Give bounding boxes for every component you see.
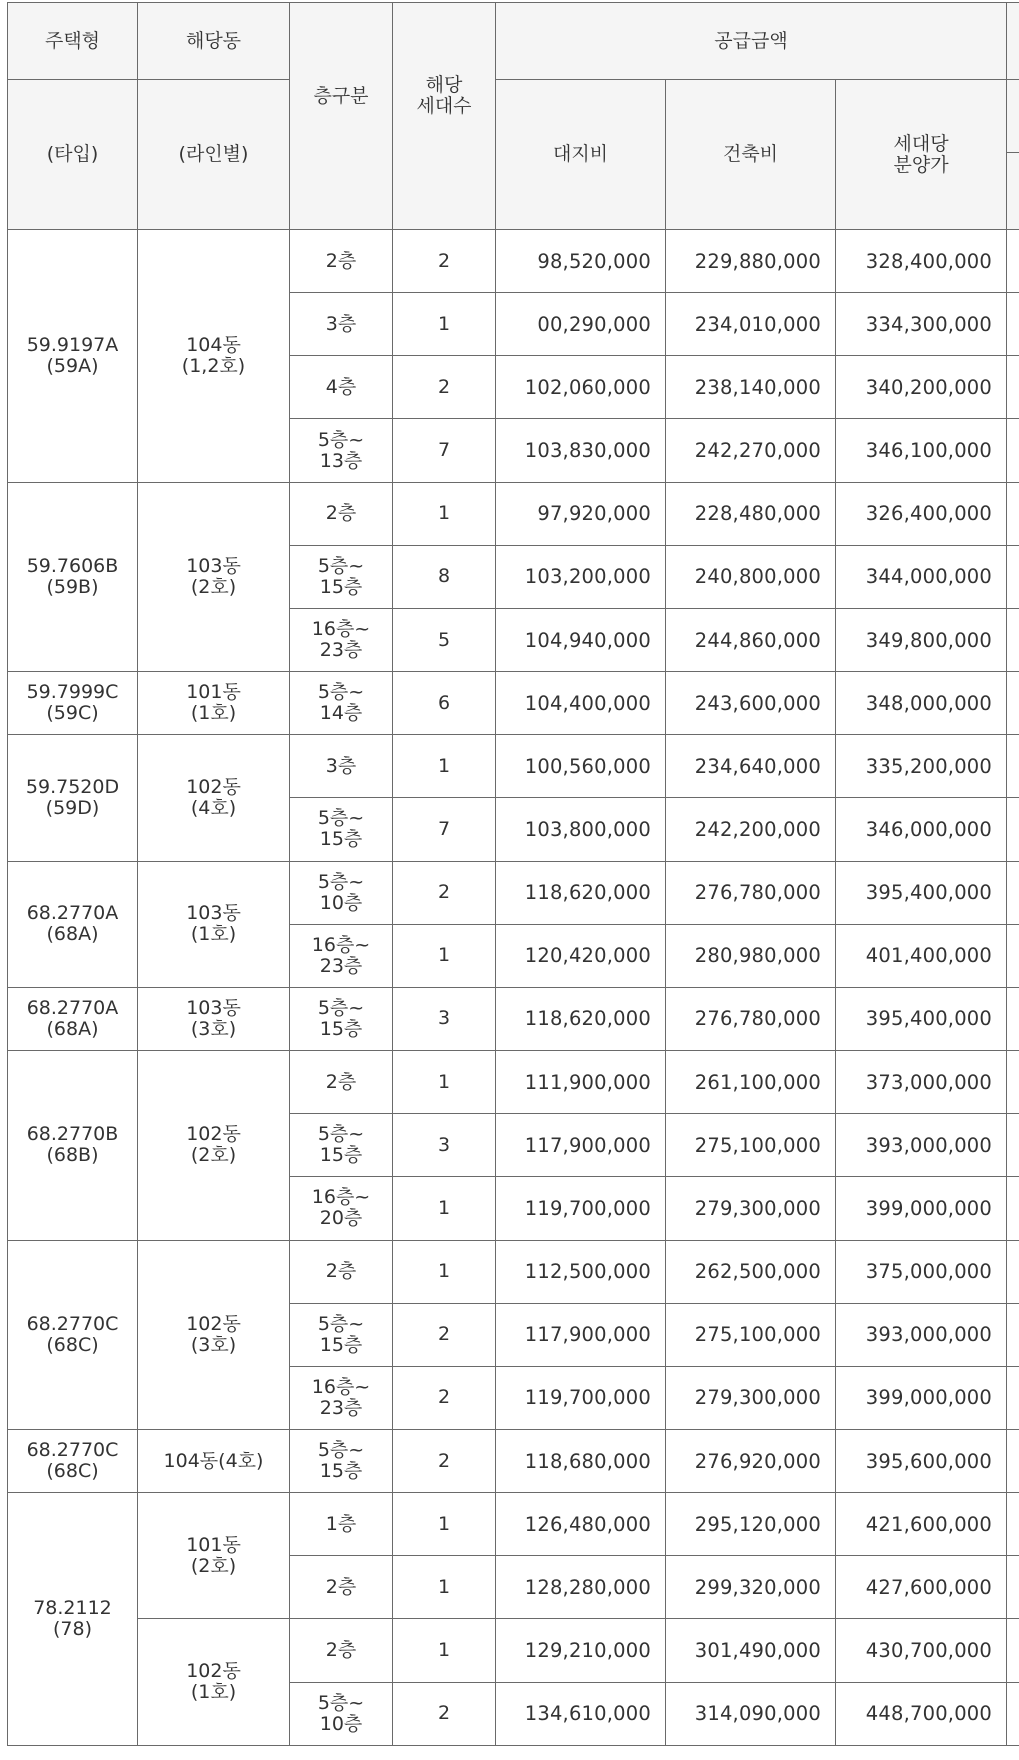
dong-line: (1호): [190, 923, 237, 946]
land-price-cell: 126,480,000: [496, 1493, 666, 1556]
extra-cell: [1007, 1682, 1019, 1745]
housing-type-line: 59.7606B: [26, 554, 119, 577]
land-price-cell: 117,900,000: [496, 1114, 666, 1177]
extra-cell: [1007, 482, 1019, 545]
land-price-cell: 118,680,000: [496, 1429, 666, 1492]
land-price-cell: 117,900,000: [496, 1303, 666, 1366]
header-dong-sub: (라인별): [138, 80, 290, 230]
units-cell: 8: [393, 545, 496, 608]
building-price-cell: 242,200,000: [666, 798, 836, 861]
extra-cell: [1007, 293, 1019, 356]
housing-type-cell: [8, 987, 138, 1050]
total-price-cell: 399,000,000: [836, 1366, 1007, 1429]
total-price-cell: 349,800,000: [836, 608, 1007, 671]
units-cell: 1: [393, 924, 496, 987]
total-price-cell: 348,000,000: [836, 672, 1007, 735]
floor-cell: [290, 230, 393, 293]
floor-cell: [290, 861, 393, 924]
floor-line: 3층: [325, 754, 357, 777]
floor-cell: [290, 356, 393, 419]
floor-line: 5층~: [317, 681, 365, 704]
dong-line: 103동: [186, 902, 241, 925]
floor-line: 15층: [319, 575, 363, 598]
housing-type-cell: [8, 1240, 138, 1429]
land-price-cell: 98,520,000: [496, 230, 666, 293]
dong-cell: [138, 1240, 290, 1429]
floor-line: 16층~: [311, 1375, 371, 1398]
land-price-cell: 104,400,000: [496, 672, 666, 735]
building-price-cell: 301,490,000: [666, 1619, 836, 1682]
total-price-cell: 346,100,000: [836, 419, 1007, 482]
floor-cell: [290, 672, 393, 735]
floor-line: 15층: [319, 828, 363, 851]
floor-line: 5층~: [317, 428, 365, 451]
total-price-cell: 421,600,000: [836, 1493, 1007, 1556]
floor-line: 16층~: [311, 618, 371, 641]
supply-price-table: [7, 2, 1019, 1746]
header-type: 주택형: [8, 3, 138, 80]
housing-type-cell: [8, 672, 138, 735]
floor-cell: [290, 1240, 393, 1303]
floor-line: 4층: [325, 375, 357, 398]
units-cell: 2: [393, 356, 496, 419]
building-price-cell: 228,480,000: [666, 482, 836, 545]
land-price-cell: 128,280,000: [496, 1556, 666, 1619]
header-units-line2: 세대수: [416, 95, 472, 117]
floor-cell: [290, 1051, 393, 1114]
floor-line: 5층~: [317, 807, 365, 830]
units-cell: 1: [393, 293, 496, 356]
housing-type-line: (59D): [45, 796, 100, 819]
floor-line: 5층~: [317, 996, 365, 1019]
land-price-cell: 102,060,000: [496, 356, 666, 419]
building-price-cell: 276,780,000: [666, 987, 836, 1050]
extra-cell: [1007, 419, 1019, 482]
floor-cell: [290, 419, 393, 482]
housing-type-line: 78.2112: [33, 1597, 112, 1620]
dong-line: 102동: [186, 1312, 241, 1335]
housing-type-line: 68.2770A: [26, 902, 119, 925]
dong-cell: [138, 1493, 290, 1619]
dong-line: 104동: [186, 333, 241, 356]
land-price-cell: 112,500,000: [496, 1240, 666, 1303]
land-price-cell: 134,610,000: [496, 1682, 666, 1745]
housing-type-cell: [8, 1429, 138, 1492]
housing-type-cell: [8, 230, 138, 483]
extra-cell: [1007, 545, 1019, 608]
building-price-cell: 243,600,000: [666, 672, 836, 735]
housing-type-line: 68.2770C: [26, 1312, 119, 1335]
housing-type-line: 68.2770A: [26, 996, 119, 1019]
floor-line: 23층: [319, 1396, 363, 1419]
dong-line: 104동(4호): [163, 1449, 264, 1472]
floor-cell: [290, 924, 393, 987]
table-row: [8, 861, 1019, 924]
floor-line: 23층: [319, 954, 363, 977]
floor-line: 3층: [325, 312, 357, 335]
header-building: 건축비: [666, 80, 836, 230]
land-price-cell: 129,210,000: [496, 1619, 666, 1682]
header-total: [836, 80, 1007, 230]
housing-type-line: (59C): [46, 702, 99, 725]
units-cell: 2: [393, 1682, 496, 1745]
housing-type-line: (59A): [46, 354, 99, 377]
units-cell: 1: [393, 1051, 496, 1114]
header-extra-sub: [1007, 80, 1019, 230]
total-price-cell: 395,400,000: [836, 987, 1007, 1050]
table-header: [8, 3, 1019, 230]
building-price-cell: 299,320,000: [666, 1556, 836, 1619]
dong-line: (1호): [190, 702, 237, 725]
units-cell: 7: [393, 798, 496, 861]
dong-cell: [138, 672, 290, 735]
building-price-cell: 280,980,000: [666, 924, 836, 987]
land-price-cell: 103,830,000: [496, 419, 666, 482]
extra-cell: [1007, 356, 1019, 419]
table-row: [8, 1493, 1019, 1556]
extra-cell: [1007, 987, 1019, 1050]
header-dong: 해당동: [138, 3, 290, 80]
dong-line: 102동: [186, 775, 241, 798]
dong-line: 102동: [186, 1660, 241, 1683]
floor-line: 13층: [319, 449, 363, 472]
units-cell: 1: [393, 1240, 496, 1303]
floor-line: 5층~: [317, 1312, 365, 1335]
units-cell: 2: [393, 230, 496, 293]
units-cell: 1: [393, 735, 496, 798]
units-cell: 2: [393, 1429, 496, 1492]
floor-line: 16층~: [311, 933, 371, 956]
extra-cell: [1007, 608, 1019, 671]
price-table-container: [7, 2, 1019, 1746]
dong-cell: [138, 861, 290, 987]
table-row: [8, 482, 1019, 545]
units-cell: 2: [393, 1366, 496, 1429]
building-price-cell: 229,880,000: [666, 230, 836, 293]
units-cell: 1: [393, 1556, 496, 1619]
header-supply: 공급금액: [496, 3, 1007, 80]
total-price-cell: 430,700,000: [836, 1619, 1007, 1682]
extra-cell: [1007, 1240, 1019, 1303]
total-price-cell: 393,000,000: [836, 1303, 1007, 1366]
floor-line: 5층~: [317, 554, 365, 577]
floor-cell: [290, 735, 393, 798]
dong-line: 101동: [186, 681, 241, 704]
land-price-cell: 103,800,000: [496, 798, 666, 861]
floor-line: 16층~: [311, 1186, 371, 1209]
floor-cell: [290, 1619, 393, 1682]
dong-line: 101동: [186, 1533, 241, 1556]
dong-line: (1,2호): [181, 354, 246, 377]
building-price-cell: 279,300,000: [666, 1177, 836, 1240]
total-price-cell: 344,000,000: [836, 545, 1007, 608]
total-price-cell: 334,300,000: [836, 293, 1007, 356]
total-price-cell: 395,400,000: [836, 861, 1007, 924]
building-price-cell: 275,100,000: [666, 1303, 836, 1366]
header-total-line2: 분양가: [893, 153, 949, 176]
dong-cell: [138, 735, 290, 861]
floor-cell: [290, 1177, 393, 1240]
building-price-cell: 295,120,000: [666, 1493, 836, 1556]
building-price-cell: 276,920,000: [666, 1429, 836, 1492]
floor-cell: [290, 482, 393, 545]
building-price-cell: 244,860,000: [666, 608, 836, 671]
housing-type-cell: [8, 861, 138, 987]
dong-line: (2호): [190, 1554, 237, 1577]
building-price-cell: 262,500,000: [666, 1240, 836, 1303]
floor-cell: [290, 1303, 393, 1366]
land-price-cell: 119,700,000: [496, 1177, 666, 1240]
floor-line: 10층: [319, 1712, 363, 1735]
housing-type-cell: [8, 1051, 138, 1240]
dong-line: 103동: [186, 996, 241, 1019]
header-units: [393, 3, 496, 230]
total-price-cell: 395,600,000: [836, 1429, 1007, 1492]
floor-line: 15층: [319, 1144, 363, 1167]
total-price-cell: 427,600,000: [836, 1556, 1007, 1619]
total-price-cell: 448,700,000: [836, 1682, 1007, 1745]
floor-cell: [290, 545, 393, 608]
floor-cell: [290, 1493, 393, 1556]
floor-cell: [290, 293, 393, 356]
land-price-cell: 00,290,000: [496, 293, 666, 356]
floor-line: 5층~: [317, 1123, 365, 1146]
housing-type-line: (68C): [46, 1460, 99, 1483]
units-cell: 1: [393, 1493, 496, 1556]
land-price-cell: 97,920,000: [496, 482, 666, 545]
floor-line: 2층: [325, 1575, 357, 1598]
dong-line: (3호): [190, 1333, 237, 1356]
floor-cell: [290, 987, 393, 1050]
building-price-cell: 314,090,000: [666, 1682, 836, 1745]
header-total-line1: 세대당: [893, 132, 949, 155]
housing-type-cell: [8, 1493, 138, 1746]
table-row: [8, 230, 1019, 293]
land-price-cell: 111,900,000: [496, 1051, 666, 1114]
floor-line: 5층~: [317, 870, 365, 893]
dong-line: 103동: [186, 554, 241, 577]
land-price-cell: 118,620,000: [496, 987, 666, 1050]
land-price-cell: 120,420,000: [496, 924, 666, 987]
table-row: [8, 1240, 1019, 1303]
extra-cell: [1007, 1556, 1019, 1619]
total-price-cell: 373,000,000: [836, 1051, 1007, 1114]
floor-line: 5층~: [317, 1439, 365, 1462]
housing-type-line: (68A): [46, 1017, 99, 1040]
floor-cell: [290, 798, 393, 861]
table-body: [8, 230, 1019, 1746]
extra-cell: [1007, 1493, 1019, 1556]
extra-cell: [1007, 1366, 1019, 1429]
housing-type-cell: [8, 735, 138, 861]
housing-type-line: 68.2770B: [26, 1123, 119, 1146]
floor-line: 10층: [319, 891, 363, 914]
total-price-cell: 393,000,000: [836, 1114, 1007, 1177]
floor-line: 20층: [319, 1207, 363, 1230]
building-price-cell: 261,100,000: [666, 1051, 836, 1114]
units-cell: 3: [393, 987, 496, 1050]
extra-cell: [1007, 1051, 1019, 1114]
dong-cell: [138, 987, 290, 1050]
header-type-sub: (타입): [8, 80, 138, 230]
floor-line: 2층: [325, 502, 357, 525]
floor-cell: [290, 1366, 393, 1429]
housing-type-line: (78): [52, 1618, 92, 1641]
dong-line: (4호): [190, 796, 237, 819]
building-price-cell: 234,640,000: [666, 735, 836, 798]
total-price-cell: 399,000,000: [836, 1177, 1007, 1240]
extra-cell: [1007, 1619, 1019, 1682]
land-price-cell: 118,620,000: [496, 861, 666, 924]
header-extra-cell: [1007, 3, 1019, 80]
floor-line: 23층: [319, 639, 363, 662]
building-price-cell: 240,800,000: [666, 545, 836, 608]
total-price-cell: 375,000,000: [836, 1240, 1007, 1303]
housing-type-line: (68A): [46, 923, 99, 946]
units-cell: 1: [393, 1177, 496, 1240]
dong-cell: [138, 1051, 290, 1240]
housing-type-cell: [8, 482, 138, 671]
extra-cell: [1007, 230, 1019, 293]
housing-type-line: (68C): [46, 1333, 99, 1356]
dong-cell: [138, 1429, 290, 1492]
extra-cell: [1007, 798, 1019, 861]
units-cell: 2: [393, 1303, 496, 1366]
dong-cell: [138, 1619, 290, 1746]
floor-cell: [290, 608, 393, 671]
total-price-cell: 335,200,000: [836, 735, 1007, 798]
building-price-cell: 276,780,000: [666, 861, 836, 924]
floor-line: 2층: [325, 1639, 357, 1662]
dong-line: (3호): [190, 1017, 237, 1040]
floor-cell: [290, 1556, 393, 1619]
table-row: [8, 1429, 1019, 1492]
table-row: [8, 735, 1019, 798]
extra-cell: [1007, 1429, 1019, 1492]
dong-line: (2호): [190, 575, 237, 598]
units-cell: 6: [393, 672, 496, 735]
floor-cell: [290, 1114, 393, 1177]
header-floor: 층구분: [290, 3, 393, 230]
housing-type-line: 59.7999C: [26, 681, 119, 704]
housing-type-line: (68B): [46, 1144, 99, 1167]
dong-line: (2호): [190, 1144, 237, 1167]
header-land: 대지비: [496, 80, 666, 230]
table-row: [8, 672, 1019, 735]
table-row: [8, 987, 1019, 1050]
units-cell: 1: [393, 1619, 496, 1682]
housing-type-line: 59.9197A: [26, 333, 119, 356]
floor-line: 15층: [319, 1333, 363, 1356]
total-price-cell: 346,000,000: [836, 798, 1007, 861]
building-price-cell: 238,140,000: [666, 356, 836, 419]
extra-cell: [1007, 672, 1019, 735]
units-cell: 1: [393, 482, 496, 545]
dong-cell: [138, 482, 290, 671]
total-price-cell: 401,400,000: [836, 924, 1007, 987]
extra-cell: [1007, 1177, 1019, 1240]
extra-cell: [1007, 861, 1019, 924]
floor-line: 2층: [325, 249, 357, 272]
floor-cell: [290, 1429, 393, 1492]
units-cell: 5: [393, 608, 496, 671]
building-price-cell: 275,100,000: [666, 1114, 836, 1177]
floor-line: 1층: [325, 1512, 357, 1535]
housing-type-line: 59.7520D: [25, 775, 120, 798]
extra-cell: [1007, 1114, 1019, 1177]
header-units-line1: 해당: [425, 74, 463, 96]
floor-line: 14층: [319, 702, 363, 725]
total-price-cell: 328,400,000: [836, 230, 1007, 293]
dong-line: (1호): [190, 1681, 237, 1704]
table-row: [8, 1619, 1019, 1682]
land-price-cell: 119,700,000: [496, 1366, 666, 1429]
extra-cell: [1007, 924, 1019, 987]
land-price-cell: 100,560,000: [496, 735, 666, 798]
floor-line: 15층: [319, 1017, 363, 1040]
dong-cell: [138, 230, 290, 483]
building-price-cell: 234,010,000: [666, 293, 836, 356]
extra-cell: [1007, 735, 1019, 798]
floor-line: 5층~: [317, 1691, 365, 1714]
building-price-cell: 279,300,000: [666, 1366, 836, 1429]
building-price-cell: 242,270,000: [666, 419, 836, 482]
land-price-cell: 103,200,000: [496, 545, 666, 608]
units-cell: 3: [393, 1114, 496, 1177]
units-cell: 7: [393, 419, 496, 482]
housing-type-line: (59B): [46, 575, 99, 598]
housing-type-line: 68.2770C: [26, 1439, 119, 1462]
total-price-cell: 326,400,000: [836, 482, 1007, 545]
table-row: [8, 1051, 1019, 1114]
floor-line: 2층: [325, 1070, 357, 1093]
floor-cell: [290, 1682, 393, 1745]
floor-line: 2층: [325, 1260, 357, 1283]
extra-cell: [1007, 1303, 1019, 1366]
units-cell: 2: [393, 861, 496, 924]
land-price-cell: 104,940,000: [496, 608, 666, 671]
dong-line: 102동: [186, 1123, 241, 1146]
total-price-cell: 340,200,000: [836, 356, 1007, 419]
floor-line: 15층: [319, 1460, 363, 1483]
